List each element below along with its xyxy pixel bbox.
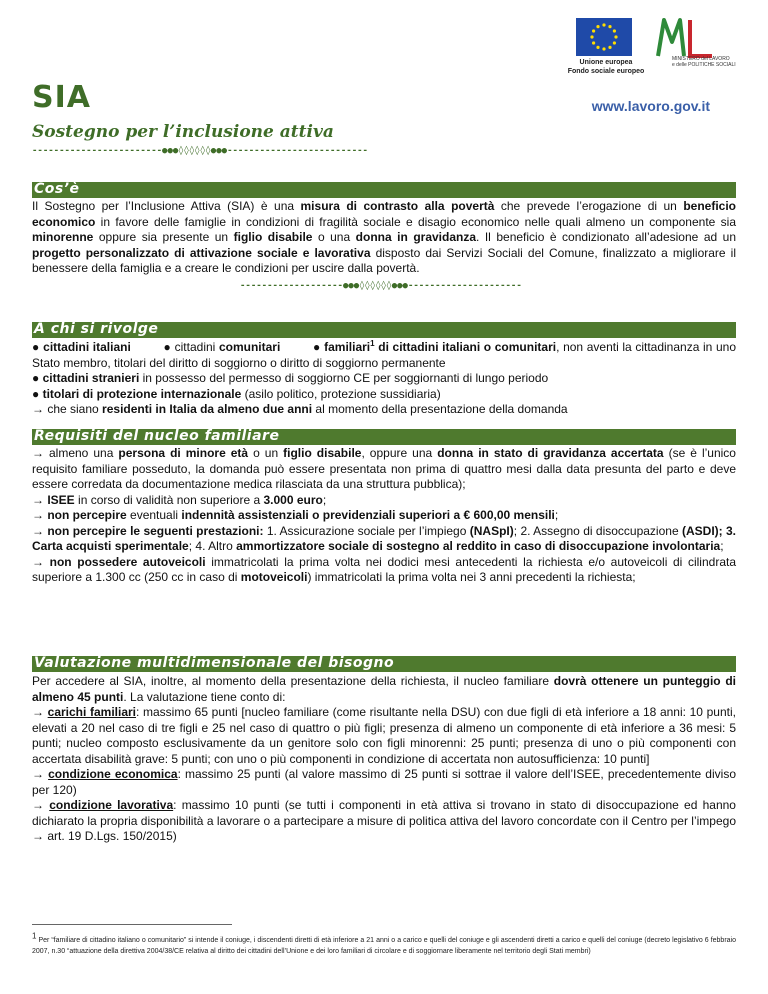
footnote-text: Per “familiare di cittadino italiano o comunitario” si intende il coniuge, i discendenti diretti di età inferiore a 21 anni o a carico e quelli del coniuge e gli ascendenti diretti a carico e quelli del coniuge (decreto legislativo 6 febbraio 2007, n.30 “attuazione della direttiva 2004/38/CE relativa al diritto dei cittadini dell’Unione e dei loro familiari di circolare e di soggiornare liberamente nel territorio degli Stati membri) bbox=[32, 937, 736, 955]
footnote-separator bbox=[32, 924, 232, 925]
section-heading-valutazione: Valutazione multidimensionale del bisogno bbox=[34, 655, 395, 671]
section-heading-bar bbox=[32, 429, 736, 445]
website-link[interactable]: www.lavoro.gov.it bbox=[591, 98, 710, 114]
ministry-caption: MINISTERO del LAVORO e delle POLITICHE SOCIALI bbox=[672, 56, 736, 68]
section-heading-requisiti: Requisiti del nucleo familiare bbox=[34, 428, 280, 444]
page-subtitle: Sostegno per l’inclusione attiva bbox=[32, 122, 334, 142]
eu-caption: Unione europea Fondo sociale europeo bbox=[567, 59, 645, 75]
section-heading-cose: Cos’è bbox=[34, 181, 80, 197]
section-body-requisiti: → almeno una persona di minore età o un figlio disabile, oppure una donna in stato di gravidanza accertata (se è l’unico requisito familiare posseduto, la domanda può essere presentata non prima di quattro mesi dalla data presunta del parto e deve essere corredata da documentazione medica rilasciata da una struttura pubblica); → ISEE in corso di validità non superiore a 3.000 euro; → non percepire eventuali indennità assistenziali o previdenziali superiori a € 600,00 mensili; → non percepire le seguenti prestazioni: 1. Assicurazione sociale per l’impiego (NASpI); 2. Assegno di disoccupazione (ASDI); 3. Carta acquisti sperimentale; 4. Altro ammortizzatore sociale di sostegno al reddito in caso di disoccupazione involontaria; → non possedere autoveicoli immatricolati la prima volta nei dodici mesi antecedenti la richiesta e/o autoveicoli di cilindrata superiore a 1.300 cc (250 cc in caso di motoveicoli) immatricolati la prima volta nei 3 anni precedenti la richiesta; bbox=[32, 446, 737, 584]
section-heading-bar bbox=[32, 182, 736, 198]
decorative-divider: ------------------------●●●◊◊◊◊◊◊●●●-------------------------- bbox=[32, 146, 368, 156]
section-body-chi: ● cittadini italiani ● cittadini comunitari ● familiari$^1$ di cittadini italiani o comunitari, non aventi la cittadinanza in uno Stato membro, titolari del diritto di soggiorno o diritto di soggiorno permanente ● cittadini stranieri in possesso del permesso di soggiorno CE per soggiornanti di lungo periodo ● titolari di protezione internazionale (asilo politico, protezione sussidiaria) → che siano residenti in Italia da almeno due anni al momento della presentazione della domanda bbox=[32, 339, 736, 416]
section-heading-chi: A chi si rivolge bbox=[34, 321, 159, 337]
page-title: SIA bbox=[32, 80, 91, 115]
footnote-number: 1 bbox=[32, 931, 37, 941]
footnote bbox=[32, 931, 736, 957]
section-heading-bar bbox=[32, 656, 736, 672]
eu-flag-logo bbox=[576, 18, 632, 56]
section-body-cose: Il Sostegno per l’Inclusione Attiva (SIA) è una misura di contrasto alla povertà che prevede l’erogazione di un beneficio economico in favore delle famiglie in condizioni di fragilità sociale e disagio economico nelle quali almeno un componente sia minorenne oppure sia presente un figlio disabile o una donna in gravidanza. Il beneficio è condizionato all’adesione ad un progetto personalizzato di attivazione sociale e lavorativa disposto dai Servizi Sociali del Comune, finalizzato a migliorare il benessere della famiglia e a creare le condizioni per uscire dalla povertà. bbox=[32, 199, 737, 275]
section-body-valutazione: Per accedere al SIA, inoltre, al momento della presentazione della richiesta, il nucleo familiare dovrà ottenere un punteggio di almeno 45 punti. La valutazione tiene conto di: → carichi familiari: massimo 65 punti [nucleo familiare (come risultante nella DSU) con due figli di età inferiore a 18 anni: 10 punti, elevati a 20 nel caso di tre figli e 25 nel caso di quattro o più figli; presenza di almeno un componente di età inferiore a 36 mesi: 5 punti; nucleo composto esclusivamente da un genitore solo con figli minorenni: 25 punti; presenza di uno o più componenti con accertata disabilità grave: 5 punti; con uno o più componenti in condizione di accertata non autosufficienza: 10 punti] → condizione economica: massimo 25 punti (al valore massimo di 25 punti si sottrae il valore dell’ISEE, precedentemente diviso per 120) → condizione lavorativa: massimo 10 punti (se tutti i componenti in età attiva si trovano in stato di disoccupazione ed hanno dichiarato la propria disponibilità a lavorare o a partecipare a misure di politica attiva del lavoro concordate con il Centro per l’impego → art. 19 D.Lgs. 150/2015) bbox=[32, 674, 737, 843]
decorative-divider: -------------------●●●◊◊◊◊◊◊●●●--------------------- bbox=[240, 281, 522, 291]
section-heading-bar bbox=[32, 322, 736, 338]
